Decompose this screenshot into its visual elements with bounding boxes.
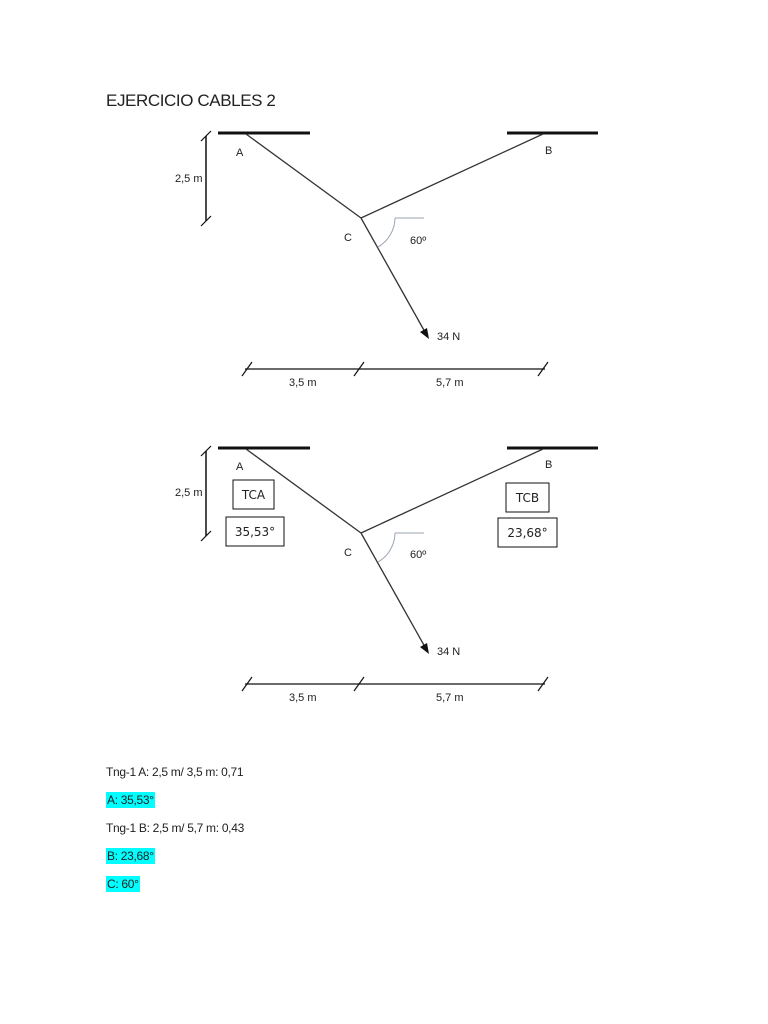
cable-diagram-1 [0,120,768,400]
label-b: B [545,145,553,157]
angle-arc [378,218,395,247]
label-height: 2,5 m [175,173,203,185]
label-dist-right: 5,7 m [436,377,464,389]
page-title: EJERCICIO CABLES 2 [106,91,276,110]
label-a: A [236,147,244,159]
label-angle: 60º [410,235,427,247]
calc-tan-b: Tng-1 B: 2,5 m/ 5,7 m: 0,43 [106,821,244,835]
calc-tan-a: Tng-1 A: 2,5 m/ 3,5 m: 0,71 [106,765,244,779]
label-load: 34 N [437,646,461,658]
label-height: 2,5 m [175,487,203,499]
cable-cb [361,134,543,218]
label-dist-left: 3,5 m [289,692,317,704]
label-load: 34 N [437,331,461,343]
load-arrowhead [420,328,429,339]
label-c: C [344,547,352,559]
calc-angle-a: A: 35,53° [107,793,154,807]
tcb-label: TCB [515,491,540,505]
label-dist-left: 3,5 m [289,377,317,389]
load-arrowhead [420,643,429,654]
label-dist-right: 5,7 m [436,692,464,704]
calc-angle-b: B: 23,68° [107,849,154,863]
angle-b-value: 23,68° [507,526,548,540]
label-c: C [344,232,352,244]
label-a: A [236,461,244,473]
angle-a-value: 35,53° [234,525,276,539]
angle-arc [378,533,395,562]
label-angle: 60º [410,549,427,561]
tca-label: TCA [241,488,266,502]
cable-ca [246,134,361,218]
calc-angle-c: C: 60° [107,877,139,891]
cable-diagram-2 [0,435,768,715]
label-b: B [545,459,553,471]
